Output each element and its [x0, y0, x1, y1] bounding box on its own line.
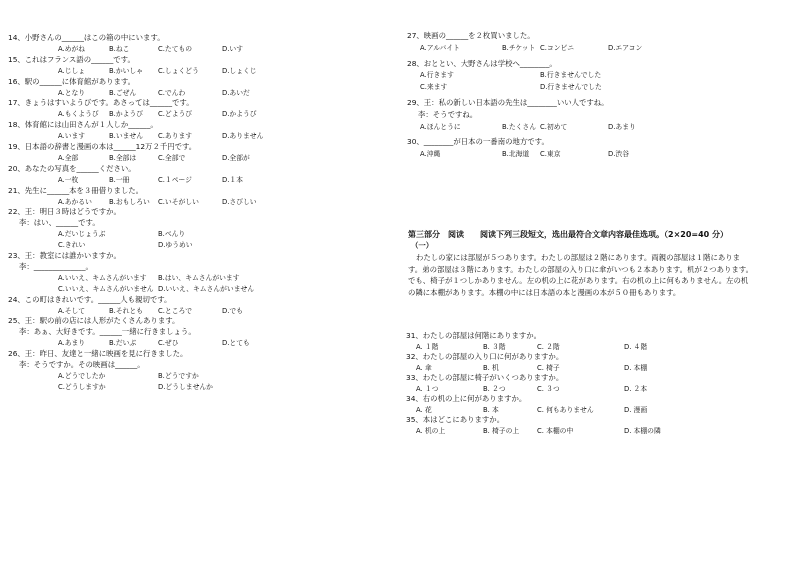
question-stem: 20、あなたの写真を______ください。 — [8, 163, 136, 173]
question-dialogue-line: 李：そうですね。 — [418, 109, 478, 119]
answer-option[interactable]: B.べんり — [158, 230, 186, 239]
answer-option[interactable]: B.かようび — [109, 110, 144, 119]
question-stem: 26、王：昨日、友達と一緒に映画を見に行きました。 — [8, 349, 188, 359]
question-stem: 18、体育館には山田さんが１人しか______。 — [8, 120, 158, 130]
answer-option[interactable]: B.それとも — [109, 306, 144, 315]
answer-option[interactable]: A.そして — [58, 306, 86, 315]
answer-option[interactable]: B.いません — [109, 132, 144, 141]
answer-option[interactable]: C.初めて — [540, 122, 568, 131]
answer-option[interactable]: C.しょくどう — [158, 66, 199, 75]
answer-option[interactable]: C.東京 — [540, 150, 561, 159]
question-stem: 22、王：明日３時はどうですか。 — [8, 207, 121, 217]
answer-option[interactable]: A.ほんとうに — [420, 122, 461, 131]
answer-option[interactable]: C.どようび — [158, 110, 193, 119]
answer-option[interactable]: D.かようび — [222, 110, 257, 119]
question-dialogue-line: 李：あぁ、大好きです。______一緒に行きましょう。 — [19, 327, 196, 337]
answer-option[interactable]: D.ゆうめい — [158, 241, 193, 250]
answer-option[interactable]: A. 傘 — [416, 363, 432, 372]
answer-option[interactable]: B.一冊 — [109, 175, 130, 184]
question-stem: 35、本はどこにありますか。 — [406, 415, 505, 424]
answer-option[interactable]: D. ２本 — [624, 384, 648, 393]
answer-option[interactable]: B.行きませんでした — [540, 71, 602, 80]
answer-option[interactable]: A. 机の上 — [416, 426, 446, 435]
answer-option[interactable]: B.どうですか — [158, 371, 199, 380]
question-stem: 31、わたしの部屋は何階にありますか。 — [406, 331, 542, 340]
answer-option[interactable]: D.あまり — [608, 122, 636, 131]
answer-option[interactable]: A.全部 — [58, 153, 79, 162]
answer-option[interactable]: B.はい、キムさんがいます — [158, 273, 240, 282]
question-stem: 24、この町はきれいです。______人も親切です。 — [8, 294, 172, 304]
answer-option[interactable]: A. １階 — [416, 342, 439, 351]
answer-option[interactable]: D.いす — [222, 44, 243, 53]
question-stem: 34、右の机の上に何がありますか。 — [406, 394, 527, 403]
question-stem: 33、わたしの部屋に椅子がいくつありますか。 — [406, 373, 564, 382]
question-stem: 29、王：私の新しい日本語の先生は________いい人ですね。 — [407, 98, 609, 107]
answer-option[interactable]: A.アルバイト — [420, 43, 460, 52]
answer-option[interactable]: C. ３つ — [537, 384, 560, 393]
question-stem: 15、これはフランス語の______です。 — [8, 54, 135, 64]
answer-option[interactable]: D.１本 — [222, 175, 243, 184]
answer-option[interactable]: C. 何もありません — [537, 405, 594, 414]
answer-option[interactable]: B. 椅子の上 — [483, 426, 520, 435]
answer-option[interactable]: C.全部で — [158, 153, 186, 162]
answer-option[interactable]: C.ぜひ — [158, 339, 179, 348]
answer-option[interactable]: D.とても — [222, 339, 250, 348]
question-stem: 23、王：教室には誰かいますか。 — [8, 251, 121, 260]
answer-option[interactable]: A. １つ — [416, 384, 439, 393]
answer-option[interactable]: B.ごぜん — [109, 88, 137, 97]
question-stem: 16、駅の______に体育館があります。 — [8, 76, 136, 86]
answer-option[interactable]: D. ４階 — [624, 342, 648, 351]
answer-option[interactable]: A. 花 — [416, 405, 432, 414]
answer-option[interactable]: C.きれい — [58, 241, 86, 250]
answer-option[interactable]: C.ところで — [158, 306, 193, 315]
answer-option[interactable]: C.いそがしい — [158, 197, 199, 206]
answer-option[interactable]: C.コンビニ — [540, 43, 575, 52]
answer-option[interactable]: C.あります — [158, 132, 193, 141]
answer-option[interactable]: B.ねこ — [109, 44, 130, 53]
question-stem: 21、先生に______本を３冊借りました。 — [8, 185, 144, 195]
answer-option[interactable]: B.たくさん — [502, 122, 537, 131]
answer-option[interactable]: B.かいしゃ — [109, 66, 144, 75]
question-stem: 30、________が日本の一番南の地方です。 — [407, 137, 549, 147]
question-stem: 25、王：駅の前の店には人形がたくさんあります。 — [8, 316, 180, 326]
answer-option[interactable]: C. ２階 — [537, 342, 560, 351]
answer-option[interactable]: D. 本棚 — [624, 363, 648, 372]
question-stem: 27、映画の______を２枚買いました。 — [407, 31, 535, 40]
answer-option[interactable]: C.たてもの — [158, 44, 193, 53]
answer-option[interactable]: C. 本棚の中 — [537, 426, 574, 435]
answer-option[interactable]: B. 机 — [483, 363, 499, 372]
answer-option[interactable]: D.どうしませんか — [158, 382, 213, 391]
answer-option[interactable]: D. 本棚の隣 — [624, 426, 661, 435]
question-dialogue-line: 李：はい、______です。 — [19, 218, 100, 228]
answer-option[interactable]: D.ありません — [222, 132, 264, 141]
answer-option[interactable]: A.じしょ — [58, 66, 86, 75]
answer-option[interactable]: B. ３階 — [483, 342, 506, 351]
answer-option[interactable]: D. 漫画 — [624, 405, 648, 414]
answer-option[interactable]: B.だいぶ — [109, 339, 137, 348]
answer-option[interactable]: A.めがね — [58, 44, 86, 53]
answer-option[interactable]: D.渋谷 — [608, 150, 629, 159]
question-dialogue-line: 李：______________。 — [19, 261, 93, 271]
answer-option[interactable]: D.しょくじ — [222, 66, 257, 75]
question-stem: 14、小野さんの______はこの箱の中にいます。 — [8, 33, 165, 42]
question-stem: 19、日本語の辞書と漫画の本は______12万２千円です。 — [8, 142, 197, 151]
answer-option[interactable]: B.全部は — [109, 153, 137, 162]
question-dialogue-line: 李：そうですか。その映画は______。 — [19, 360, 145, 369]
answer-option[interactable]: A.だいじょうぶ — [58, 230, 106, 239]
section3-subheading: （一） — [411, 241, 434, 250]
answer-option[interactable]: D.いいえ、キムさんがいません — [158, 284, 255, 293]
question-stem: 17、きょうはすいようびです。あさっては______です。 — [8, 98, 194, 108]
answer-option[interactable]: B.チケット — [502, 43, 536, 52]
answer-option[interactable]: C.でんわ — [158, 88, 186, 97]
answer-option[interactable]: C.１ページ — [158, 175, 192, 184]
answer-option[interactable]: A.一枚 — [58, 175, 79, 184]
question-stem: 28、おととい、大野さんは学校へ________。 — [407, 58, 557, 68]
answer-option[interactable]: D.あいだ — [222, 88, 250, 97]
answer-option[interactable]: A.あかるい — [58, 197, 92, 206]
answer-option[interactable]: A.あまり — [58, 339, 86, 348]
answer-option[interactable]: A.もくようび — [58, 110, 99, 119]
answer-option[interactable]: D.エアコン — [608, 43, 643, 52]
answer-option[interactable]: A.沖縄 — [420, 150, 441, 159]
answer-option[interactable]: B. 本 — [483, 405, 499, 414]
question-stem: 32、わたしの部屋の入り口に何がありますか。 — [406, 352, 564, 361]
answer-option[interactable]: A.となり — [58, 88, 86, 97]
answer-option[interactable]: C.どうしますか — [58, 382, 106, 391]
answer-option[interactable]: C.いいえ、キムさんがいません — [58, 284, 154, 293]
answer-option[interactable]: D.行きませんでした — [540, 83, 602, 92]
answer-option[interactable]: D.さびしい — [222, 197, 257, 206]
reading-passage: わたしの家には部屋が５つあります。わたしの部屋は２階にあります。両親の部屋は１階にあります。弟の部屋は３階にあります。わたしの部屋の入り口に傘がいつも２本あります。机が２つあります。でも、椅子が１つしかありません。左の机の上に花があります。右の机の上に何もありません。左の机の隣に本棚があります。本棚の中には日本語の本と漫画の本が５０冊もあります。 — [408, 253, 753, 297]
answer-option[interactable]: B. ２つ — [483, 384, 506, 393]
section3-heading: 第三部分 阅读 阅读下列三段短文，选出最符合文章内容最佳选项。（2×20=40 分） — [408, 230, 729, 239]
answer-option[interactable]: A.いいえ、キムさんがいます — [58, 273, 147, 282]
answer-option[interactable]: B.おもしろい — [109, 197, 150, 206]
answer-option[interactable]: C. 椅子 — [537, 363, 560, 372]
answer-option[interactable]: A.どうでしたか — [58, 371, 106, 380]
answer-option[interactable]: B.北海道 — [502, 150, 530, 159]
answer-option[interactable]: C.来ます — [420, 83, 448, 92]
answer-option[interactable]: D.でも — [222, 306, 243, 315]
answer-option[interactable]: A.行きます — [420, 71, 454, 80]
answer-option[interactable]: A.います — [58, 132, 86, 141]
answer-option[interactable]: D.全部が — [222, 153, 250, 162]
